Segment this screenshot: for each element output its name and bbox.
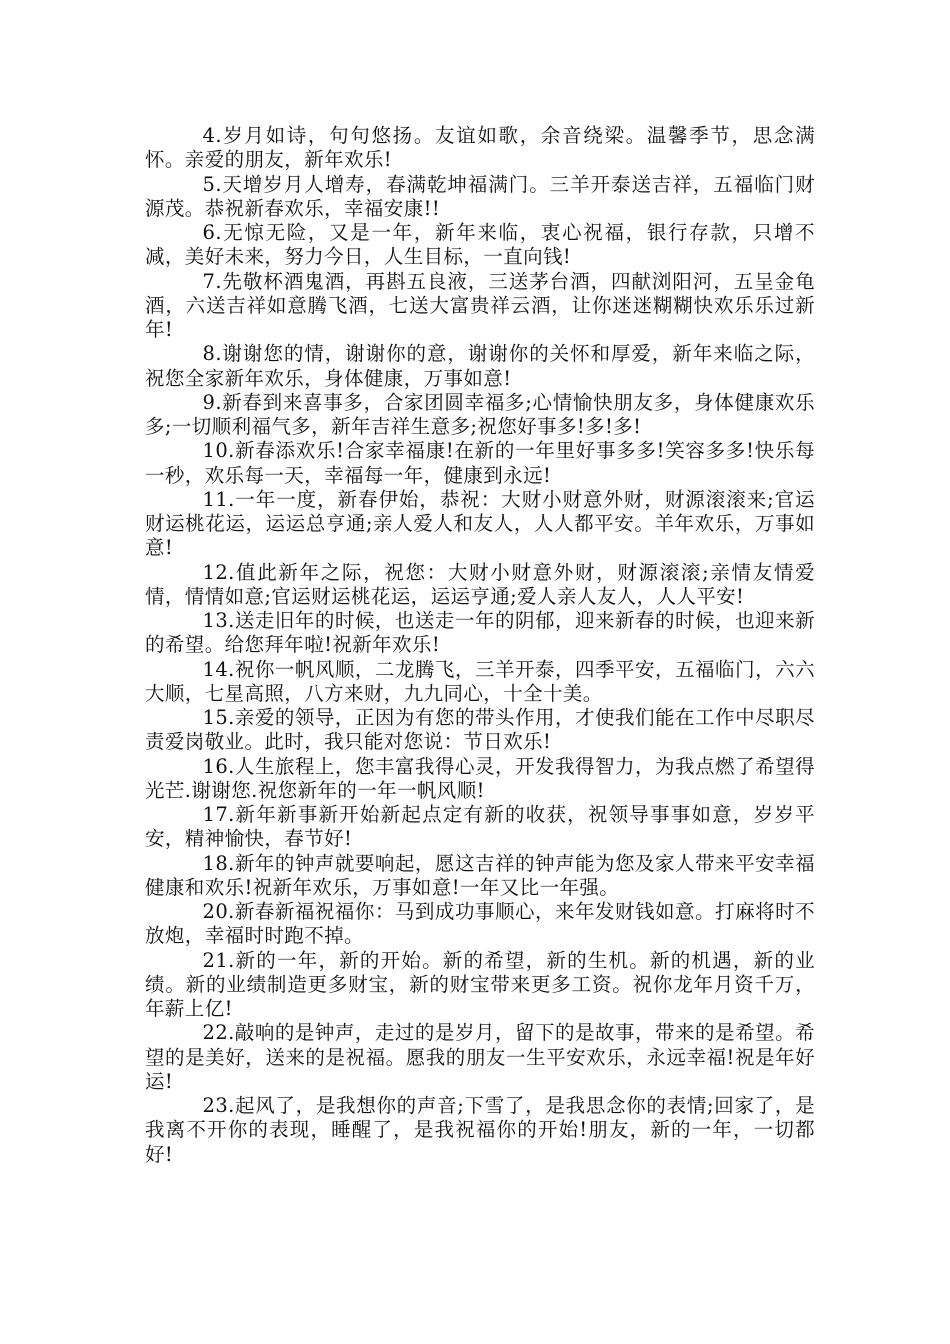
paragraph-4: 4.岁月如诗，句句悠扬。友谊如歌，余音绕梁。温馨季节，思念满怀。亲爱的朋友，新年欢乐! xyxy=(145,124,815,172)
paragraph-5: 5.天增岁月人增寿，春满乾坤福满门。三羊开泰送吉祥，五福临门财源茂。恭祝新春欢乐，幸福安康!! xyxy=(145,172,815,220)
document-body xyxy=(145,124,815,1167)
paragraph-6: 6.无惊无险，又是一年，新年来临，衷心祝福，银行存款，只增不减，美好未来，努力今日，人生目标，一直向钱! xyxy=(145,221,815,269)
paragraph-20: 20.新春新福祝福你：马到成功事顺心，来年发财钱如意。打麻将时不放炮，幸福时时跑不掉。 xyxy=(145,900,815,948)
paragraph-22: 22.敲响的是钟声，走过的是岁月，留下的是故事，带来的是希望。希望的是美好，送来的是祝福。愿我的朋友一生平安欢乐，永远幸福!祝是年好运! xyxy=(145,1021,815,1093)
paragraph-10: 10.新春添欢乐!合家幸福康!在新的一年里好事多多!笑容多多!快乐每一秒，欢乐每一天，幸福每一年，健康到永远! xyxy=(145,439,815,487)
paragraph-18: 18.新年的钟声就要响起，愿这吉祥的钟声能为您及家人带来平安幸福健康和欢乐!祝新年欢乐，万事如意!一年又比一年强。 xyxy=(145,851,815,899)
paragraph-17: 17.新年新事新开始新起点定有新的收获，祝领导事事如意，岁岁平安，精神愉快，春节好! xyxy=(145,803,815,851)
paragraph-21: 21.新的一年，新的开始。新的希望，新的生机。新的机遇，新的业绩。新的业绩制造更多财宝，新的财宝带来更多工资。祝你龙年月资千万，年薪上亿! xyxy=(145,948,815,1020)
paragraph-13: 13.送走旧年的时候，也送走一年的阴郁，迎来新春的时候，也迎来新的希望。给您拜年啦!祝新年欢乐! xyxy=(145,609,815,657)
paragraph-23: 23.起风了，是我想你的声音;下雪了，是我思念你的表情;回家了，是我离不开你的表现，睡醒了，是我祝福你的开始!朋友，新的一年，一切都好! xyxy=(145,1094,815,1166)
paragraph-7: 7.先敬杯酒鬼酒，再斟五良液，三送茅台酒，四献浏阳河，五呈金龟酒，六送吉祥如意腾飞酒，七送大富贵祥云酒，让你迷迷糊糊快欢乐乐过新年! xyxy=(145,269,815,341)
paragraph-14: 14.祝你一帆风顺，二龙腾飞，三羊开泰，四季平安，五福临门，六六大顺，七星高照，八方来财，九九同心，十全十美。 xyxy=(145,657,815,705)
paragraph-15: 15.亲爱的领导，正因为有您的带头作用，才使我们能在工作中尽职尽责爱岗敬业。此时，我只能对您说：节日欢乐! xyxy=(145,706,815,754)
paragraph-11: 11.一年一度，新春伊始，恭祝：大财小财意外财，财源滚滚来;官运财运桃花运，运运总亨通;亲人爱人和友人，人人都平安。羊年欢乐，万事如意! xyxy=(145,487,815,560)
paragraph-12: 12.值此新年之际，祝您：大财小财意外财，财源滚滚;亲情友情爱情，情情如意;官运财运桃花运，运运亨通;爱人亲人友人，人人平安! xyxy=(145,560,815,608)
paragraph-9: 9.新春到来喜事多，合家团圆幸福多;心情愉快朋友多，身体健康欢乐多;一切顺利福气多，新年吉祥生意多;祝您好事多!多!多! xyxy=(145,390,815,438)
paragraph-8: 8.谢谢您的情，谢谢你的意，谢谢你的关怀和厚爱，新年来临之际，祝您全家新年欢乐，身体健康，万事如意! xyxy=(145,342,815,390)
paragraph-16: 16.人生旅程上，您丰富我得心灵，开发我得智力，为我点燃了希望得光芒.谢谢您.祝您新年的一年一帆风顺! xyxy=(145,754,815,802)
